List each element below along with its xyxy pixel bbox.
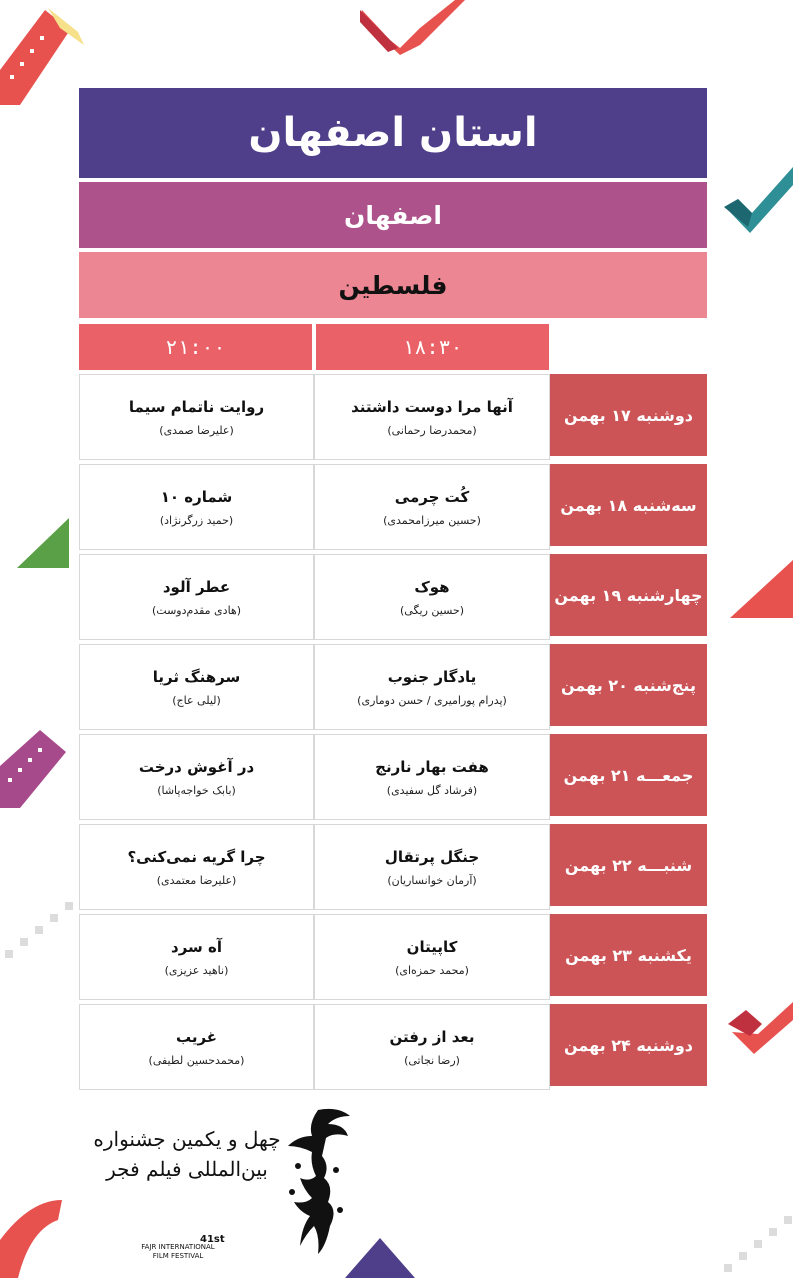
city-title: اصفهان <box>79 182 707 248</box>
film-director: (محمدحسین لطیفی) <box>148 1053 245 1067</box>
film-director: (حمید زرگرنژاد) <box>159 513 234 527</box>
early-screening-cell <box>314 554 550 640</box>
film-director: (بابک خواجه‌پاشا) <box>157 783 236 797</box>
film-title: آنها مرا دوست داشتند <box>351 397 513 416</box>
film-title: روایت ناتمام سیما <box>128 397 265 416</box>
film-director: (رضا نجاتی) <box>404 1053 460 1067</box>
film-title: جنگل پرتقال <box>384 847 480 866</box>
late-screening-cell <box>79 554 314 640</box>
early-screening-cell <box>314 374 550 460</box>
film-director: (ناهید عزیزی) <box>164 963 229 977</box>
film-director: (علیرضا صمدی) <box>159 423 234 437</box>
table-row <box>79 824 707 910</box>
film-title: هوک <box>414 577 450 596</box>
table-row <box>79 464 707 550</box>
day-label: شنبـــه ۲۲ بهمن <box>550 824 707 910</box>
festival-name-line1: FAJR INTERNATIONAL <box>141 1243 215 1251</box>
film-director: (حسین ریگی) <box>400 603 465 617</box>
table-row <box>79 374 707 460</box>
festival-edition: 41st <box>200 1234 225 1245</box>
table-row <box>79 734 707 820</box>
festival-name-line2: FILM FESTIVAL <box>152 1252 204 1260</box>
venue-title: فلسطین <box>79 252 707 318</box>
time-header-early: ۱۸:۳۰ <box>316 324 549 370</box>
table-row <box>79 914 707 1000</box>
table-row <box>79 554 707 640</box>
film-director: (لیلی عاج) <box>172 693 221 707</box>
checkmark-decoration-right <box>722 155 793 250</box>
film-title: چرا گریه نمی‌کنی؟ <box>127 847 266 866</box>
film-strip-decoration-right-red <box>728 1002 793 1062</box>
triangle-decoration-bottom-purple <box>345 1238 415 1278</box>
film-director: (حسین میرزامحمدی) <box>383 513 481 527</box>
film-title: هفت بهار نارنج <box>375 757 489 776</box>
early-screening-cell <box>314 734 550 820</box>
early-screening-cell <box>314 1004 550 1090</box>
day-label: پنج‌شنبه ۲۰ بهمن <box>550 644 707 730</box>
film-director: (فرشاد گل سفیدی) <box>386 783 478 797</box>
film-director: (آرمان خوانساریان) <box>387 873 477 887</box>
film-strip-decoration-top-left <box>0 0 90 110</box>
film-title: شماره ۱۰ <box>160 487 233 506</box>
film-director: (محمدرضا رحمانی) <box>387 423 477 437</box>
day-label: جمعـــه ۲۱ بهمن <box>550 734 707 820</box>
festival-logo-title: چهل و یکمین جشنواره بین‌المللی فیلم فجر <box>93 1127 281 1181</box>
simorgh-logo-icon <box>278 1106 353 1256</box>
checkmark-decoration-top <box>360 0 470 60</box>
late-screening-cell <box>79 1004 314 1090</box>
film-strip-decoration-bottom-left <box>0 1190 70 1278</box>
film-title: در آغوش درخت <box>138 757 255 776</box>
early-screening-cell <box>314 914 550 1000</box>
late-screening-cell <box>79 374 314 460</box>
festival-name-english <box>113 1243 243 1261</box>
film-title: بعد از رفتن <box>389 1027 475 1046</box>
film-title: سرهنگ ثریا <box>152 667 241 686</box>
film-director: (محمد حمزه‌ای) <box>395 963 469 977</box>
late-screening-cell <box>79 734 314 820</box>
early-screening-cell <box>314 824 550 910</box>
film-title: غریب <box>175 1027 218 1046</box>
film-director: (علیرضا معتمدی) <box>156 873 237 887</box>
film-director: (هادی مقدم‌دوست) <box>152 603 242 617</box>
day-label: دوشنبه ۲۴ بهمن <box>550 1004 707 1090</box>
late-screening-cell <box>79 824 314 910</box>
film-title: عطر آلود <box>162 577 231 596</box>
day-label: چهارشنبه ۱۹ بهمن <box>550 554 707 640</box>
day-label: دوشنبه ۱۷ بهمن <box>550 374 707 460</box>
day-label: سه‌شنبه ۱۸ بهمن <box>550 464 707 550</box>
late-screening-cell <box>79 914 314 1000</box>
film-title: کُت چرمی <box>394 487 470 506</box>
dot-strip-decoration-left <box>0 880 80 970</box>
film-director: (پدرام پورامیری / حسن دوماری) <box>357 693 507 707</box>
early-screening-cell <box>314 464 550 550</box>
time-header-late: ۲۱:۰۰ <box>79 324 312 370</box>
table-row <box>79 644 707 730</box>
dot-strip-decoration-bottom-right <box>718 1190 793 1278</box>
late-screening-cell <box>79 464 314 550</box>
film-strip-decoration-left-purple <box>0 728 70 818</box>
table-row <box>79 1004 707 1090</box>
province-title: استان اصفهان <box>79 88 707 178</box>
film-title: یادگار جنوب <box>387 667 477 686</box>
early-screening-cell <box>314 644 550 730</box>
triangle-decoration-right-red <box>730 560 793 620</box>
film-title: کاپیتان <box>406 937 458 956</box>
late-screening-cell <box>79 644 314 730</box>
day-label: یکشنبه ۲۳ بهمن <box>550 914 707 1000</box>
triangle-decoration-left-green <box>17 518 69 570</box>
film-title: آه سرد <box>171 937 222 956</box>
